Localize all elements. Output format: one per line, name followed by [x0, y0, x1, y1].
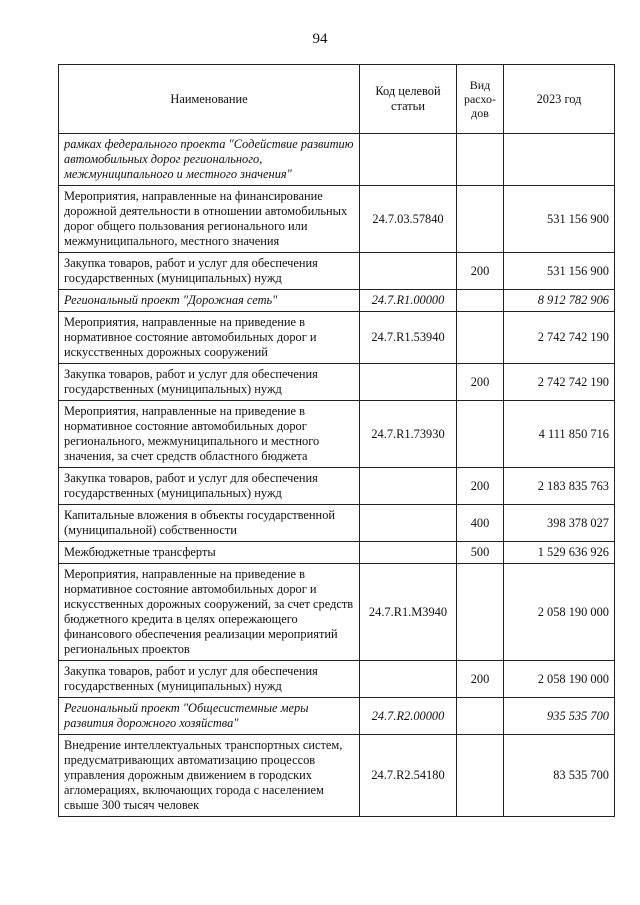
row-code-cell [360, 468, 457, 505]
header-kind: Вид расхо-дов [457, 65, 504, 134]
row-kind-cell: 500 [457, 542, 504, 564]
header-code: Код целевой статьи [360, 65, 457, 134]
row-amount-cell: 531 156 900 [504, 253, 615, 290]
table-row [59, 312, 615, 364]
header-name: Наименование [59, 65, 360, 134]
row-code-cell: 24.7.R1.M3940 [360, 564, 457, 661]
table-row [59, 134, 615, 186]
row-name-cell: Межбюджетные трансферты [59, 542, 360, 564]
row-kind-cell [457, 186, 504, 253]
row-kind-cell [457, 698, 504, 735]
row-code-cell [360, 661, 457, 698]
table-body [59, 134, 615, 817]
row-amount-cell: 2 183 835 763 [504, 468, 615, 505]
table-row [59, 735, 615, 817]
row-kind-cell [457, 134, 504, 186]
row-name-cell: Закупка товаров, работ и услуг для обеспечения государственных (муниципальных) нужд [59, 468, 360, 505]
row-code-cell [360, 253, 457, 290]
row-amount-cell: 531 156 900 [504, 186, 615, 253]
table-row [59, 468, 615, 505]
row-code-cell: 24.7.R2.00000 [360, 698, 457, 735]
row-name-cell: Капитальные вложения в объекты государственной (муниципальной) собственности [59, 505, 360, 542]
row-code-cell [360, 542, 457, 564]
row-name-cell: Мероприятия, направленные на приведение в нормативное состояние автомобильных дорог регионального, межмуниципального и местного значения, за счет средств областного бюджета [59, 401, 360, 468]
page-number: 94 [312, 31, 328, 47]
row-amount-cell: 8 912 782 906 [504, 290, 615, 312]
row-kind-cell: 400 [457, 505, 504, 542]
row-amount-cell: 935 535 700 [504, 698, 615, 735]
row-code-cell [360, 364, 457, 401]
row-code-cell: 24.7.R1.73930 [360, 401, 457, 468]
row-name-cell: Закупка товаров, работ и услуг для обеспечения государственных (муниципальных) нужд [59, 253, 360, 290]
row-amount-cell: 2 058 190 000 [504, 564, 615, 661]
table-row [59, 542, 615, 564]
header-year: 2023 год [504, 65, 615, 134]
row-name-cell: Мероприятия, направленные на приведение в нормативное состояние автомобильных дорог и искусственных дорожных сооружений [59, 312, 360, 364]
row-code-cell: 24.7.R1.53940 [360, 312, 457, 364]
table-header-row [59, 65, 615, 134]
row-amount-cell: 398 378 027 [504, 505, 615, 542]
table-row [59, 661, 615, 698]
row-name-cell: рамках федерального проекта "Содействие развитию автомобильных дорог регионального, межмуниципального и местного значения" [59, 134, 360, 186]
table-row [59, 505, 615, 542]
table-row [59, 186, 615, 253]
row-amount-cell: 1 529 636 926 [504, 542, 615, 564]
row-amount-cell: 2 742 742 190 [504, 364, 615, 401]
row-kind-cell [457, 290, 504, 312]
budget-table [58, 64, 615, 817]
row-code-cell: 24.7.R1.00000 [360, 290, 457, 312]
row-kind-cell [457, 564, 504, 661]
table-row [59, 253, 615, 290]
row-code-cell [360, 505, 457, 542]
row-amount-cell: 2 058 190 000 [504, 661, 615, 698]
row-kind-cell [457, 312, 504, 364]
table-row [59, 290, 615, 312]
row-name-cell: Внедрение интеллектуальных транспортных систем, предусматривающих автоматизацию процессов управления дорожным движением в городских агломерациях, включающих города с населением свыше 300 тысяч человек [59, 735, 360, 817]
row-name-cell: Региональный проект "Дорожная сеть" [59, 290, 360, 312]
table-row [59, 698, 615, 735]
row-kind-cell: 200 [457, 364, 504, 401]
table-row [59, 401, 615, 468]
row-amount-cell: 2 742 742 190 [504, 312, 615, 364]
row-name-cell: Закупка товаров, работ и услуг для обеспечения государственных (муниципальных) нужд [59, 364, 360, 401]
row-kind-cell [457, 735, 504, 817]
row-name-cell: Мероприятия, направленные на финансирование дорожной деятельности в отношении автомобильных дорог общего пользования регионального или межмуниципального, местного значения [59, 186, 360, 253]
row-code-cell [360, 134, 457, 186]
table-row [59, 564, 615, 661]
row-amount-cell: 83 535 700 [504, 735, 615, 817]
row-name-cell: Мероприятия, направленные на приведение в нормативное состояние автомобильных дорог и искусственных дорожных сооружений, за счет средств бюджетного кредита в целях опережающего финансового обеспечения реализации мероприятий региональных проектов [59, 564, 360, 661]
row-amount-cell [504, 134, 615, 186]
row-kind-cell: 200 [457, 253, 504, 290]
row-name-cell: Закупка товаров, работ и услуг для обеспечения государственных (муниципальных) нужд [59, 661, 360, 698]
row-kind-cell: 200 [457, 468, 504, 505]
row-kind-cell: 200 [457, 661, 504, 698]
row-code-cell: 24.7.R2.54180 [360, 735, 457, 817]
row-amount-cell: 4 111 850 716 [504, 401, 615, 468]
row-kind-cell [457, 401, 504, 468]
table-row [59, 364, 615, 401]
row-name-cell: Региональный проект "Общесистемные меры развития дорожного хозяйства" [59, 698, 360, 735]
row-code-cell: 24.7.03.57840 [360, 186, 457, 253]
